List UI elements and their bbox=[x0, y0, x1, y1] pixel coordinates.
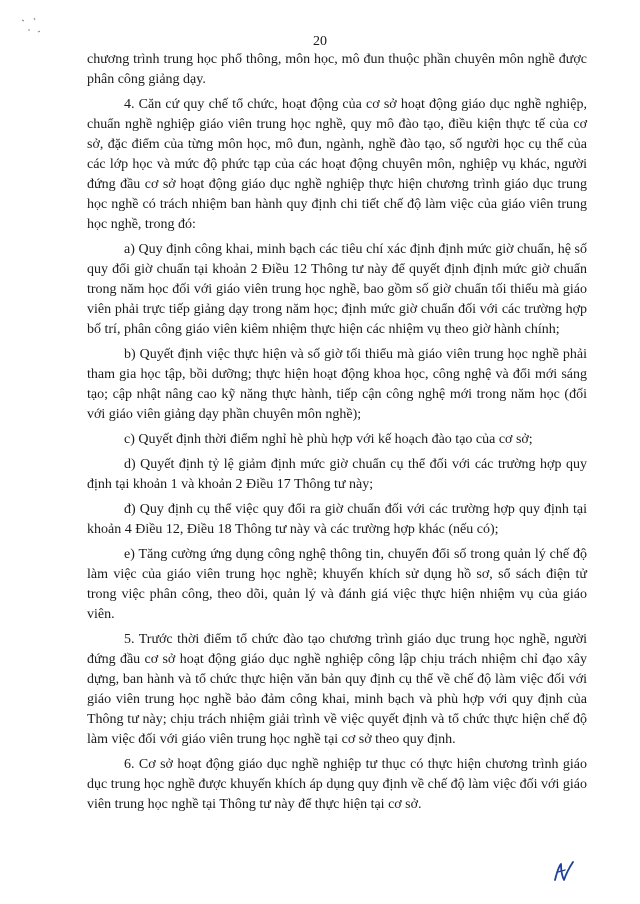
paragraph-item-d: d) Quyết định tỷ lệ giảm định mức giờ chuẩn cụ thể đối với các trường hợp quy định tại khoản 1 và khoản 2 Điều 17 Thông tư này; bbox=[87, 457, 587, 492]
paragraph-item-a: a) Quy định công khai, minh bạch các tiêu chí xác định định mức giờ chuẩn, hệ số quy đổi giờ chuẩn tại khoản 2 Điều 12 Thông tư này để quyết định định mức giờ chuẩn trong năm học đối với giáo viên trung học nghề, bao gồm số giờ chuẩn tối thiểu mà giáo viên phải trực tiếp giảng dạy trong năm học; định mức giờ chuẩn đối với các trường hợp bố trí, phân công giáo viên kiêm nhiệm thực hiện các nhiệm vụ theo giờ hành chính; bbox=[87, 242, 587, 337]
paragraph-item-b: b) Quyết định việc thực hiện và số giờ tối thiểu mà giáo viên trung học nghề phải tham gia học tập, bồi dưỡng; thực hiện hoạt động khoa học, công nghệ và đổi mới sáng tạo; cập nhật nâng cao kỹ năng thực hành, tiếp cận công nghệ mới trong năm học (đối với giáo viên giảng dạy phần chuyên môn nghề); bbox=[87, 347, 587, 422]
scan-corner-marks bbox=[20, 14, 60, 34]
paragraph-item-dd: đ) Quy định cụ thể việc quy đổi ra giờ chuẩn đối với các trường hợp quy định tại khoản 4 Điều 12, Điều 18 Thông tư này và các trường hợp khác (nếu có); bbox=[87, 502, 587, 537]
paragraph-continuation: chương trình trung học phổ thông, môn học, mô đun thuộc phần chuyên môn nghề được phân công giảng dạy. bbox=[87, 52, 587, 87]
paragraph-item-c: c) Quyết định thời điểm nghỉ hè phù hợp với kế hoạch đào tạo của cơ sở; bbox=[124, 432, 533, 447]
paragraph-clause-4: 4. Căn cứ quy chế tổ chức, hoạt động của cơ sở hoạt động giáo dục nghề nghiệp, chuẩn nghề nghiệp giáo viên trung học nghề, quy mô đào tạo, điều kiện thực tế của cơ sở, đặc điểm của từng môn học, mô đun, ngành, nghề đào tạo, số người học cụ thể của các lớp học và mức độ phức tạp của các hoạt động chuyên môn, nghiệp vụ khác, người đứng đầu cơ sở hoạt động giáo dục nghề nghiệp thực hiện chương trình giáo dục trung học nghề có trách nhiệm ban hành quy định chi tiết chế độ làm việc của giáo viên trung học nghề, trong đó: bbox=[87, 97, 587, 232]
handwritten-initials-mark bbox=[552, 858, 576, 886]
paragraph-clause-6: 6. Cơ sở hoạt động giáo dục nghề nghiệp tư thục có thực hiện chương trình giáo dục trung học nghề được khuyến khích áp dụng quy định về chế độ làm việc đối với giáo viên trung học nghề tại Thông tư này để thực hiện tại cơ sở. bbox=[87, 757, 587, 812]
document-body bbox=[87, 50, 587, 820]
page-number: 20 bbox=[313, 34, 327, 49]
paragraph-clause-5: 5. Trước thời điểm tổ chức đào tạo chương trình giáo dục trung học nghề, người đứng đầu cơ sở hoạt động giáo dục nghề nghiệp công lập chịu trách nhiệm chỉ đạo xây dựng, ban hành và tổ chức thực hiện văn bản quy định cụ thể về chế độ làm việc đối với giáo viên trung học nghề bảo đảm công khai, minh bạch và phù hợp với quy định của Thông tư này; chịu trách nhiệm giải trình về việc quyết định và tổ chức thực hiện chế độ làm việc đối với giáo viên trung học nghề tại cơ sở theo quy định. bbox=[87, 632, 587, 747]
paragraph-item-e: e) Tăng cường ứng dụng công nghệ thông tin, chuyển đổi số trong quản lý chế độ làm việc của giáo viên trung học nghề; khuyến khích sử dụng hồ sơ, sổ sách điện tử trong việc phân công, theo dõi, quản lý và đánh giá việc thực hiện nhiệm vụ của giáo viên. bbox=[87, 547, 587, 622]
